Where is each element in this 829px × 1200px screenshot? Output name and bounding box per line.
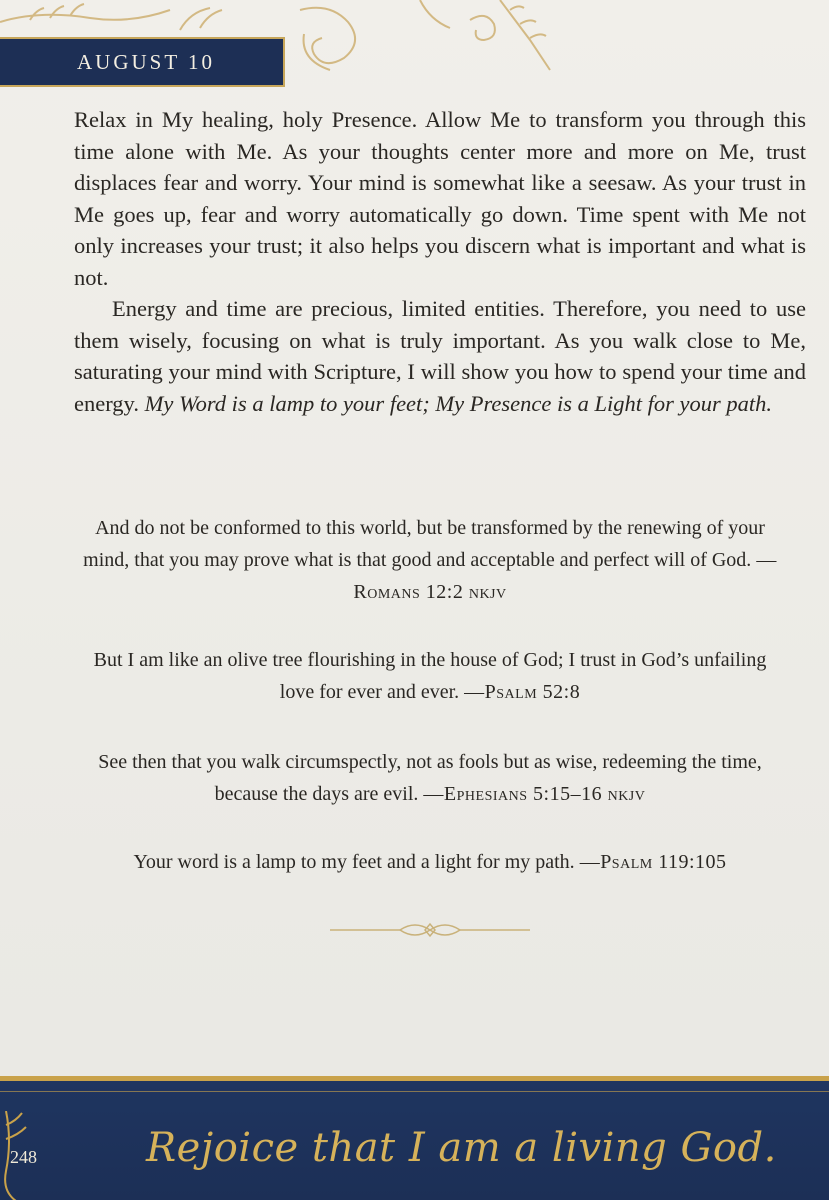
verse-text: Your word is a lamp to my feet and a light for my path.	[133, 851, 575, 873]
devotional-paragraph-2	[74, 293, 806, 419]
verse-text: See then that you walk circumspectly, not as fools but as wise, redeeming the time, because the days are evil.	[98, 751, 762, 805]
paragraph-2-italic: My Word is a lamp to your feet; My Presence is a Light for your path.	[144, 390, 773, 416]
footer-quote: Rejoice that I am a living God.	[146, 1125, 777, 1171]
ornament-divider	[330, 918, 530, 942]
date-banner	[0, 37, 285, 87]
verse-reference: —Romans 12:2 nkjv	[353, 549, 777, 603]
devotional-text	[74, 104, 806, 419]
verse-item	[80, 512, 780, 608]
verse-text: And do not be conformed to this world, but be transformed by the renewing of your mind, that you may prove what is that good and acceptable and perfect will of God.	[83, 517, 765, 571]
page-number: 248	[10, 1147, 37, 1167]
verse-reference: —Psalm 119:105	[579, 851, 727, 873]
footer-band	[0, 1076, 829, 1200]
verse-item	[80, 746, 780, 810]
footer-gold-rule	[0, 1091, 829, 1092]
verse-reference: —Ephesians 5:15–16 nkjv	[423, 783, 646, 805]
scripture-verses	[80, 512, 780, 914]
date-label: AUGUST 10	[77, 49, 216, 74]
devotional-paragraph-1: Relax in My healing, holy Presence. Allow Me to transform you through this time alone with Me. As your thoughts center more and more on Me, trust displaces fear and worry. Your mind is somewhat like a seesaw. As your trust in Me goes up, fear and worry automatically go down. Time spent with Me not only increases your trust; it also helps you discern what is important and what is not.	[74, 107, 806, 290]
verse-reference: —Psalm 52:8	[464, 681, 581, 703]
verse-item	[80, 846, 780, 878]
paragraph-2-plain: Energy and time are precious, limited entities. Therefore, you need to use them wisely, focusing on what is truly important. As you walk close to Me, saturating your mind with Scripture, I will show you how to spend your time and energy.	[74, 296, 806, 416]
verse-item	[80, 644, 780, 708]
verse-text: But I am like an olive tree flourishing in the house of God; I trust in God’s unfailing love for ever and ever.	[93, 649, 767, 703]
